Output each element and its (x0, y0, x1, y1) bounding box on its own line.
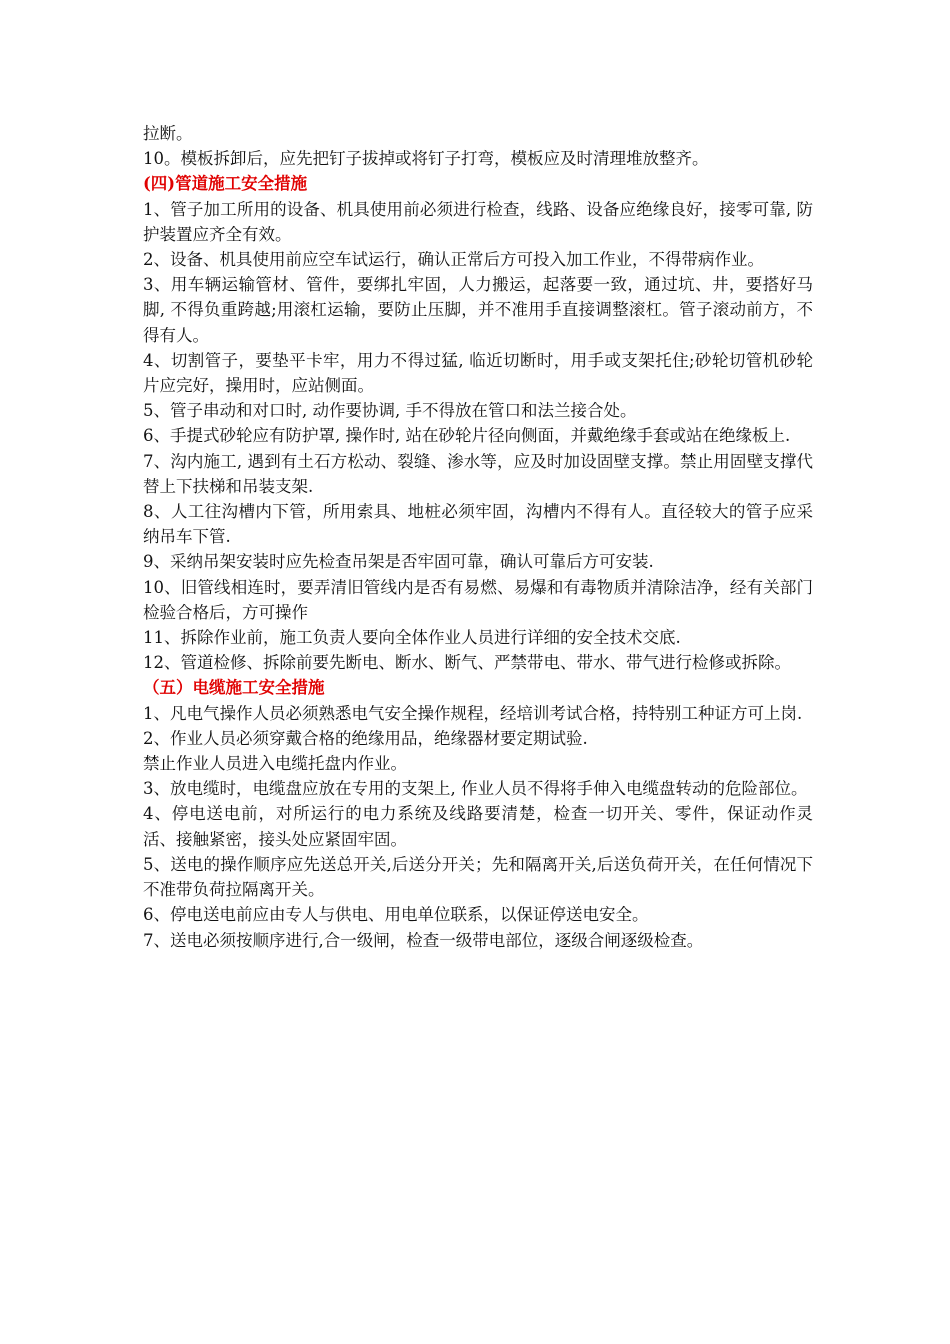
text-line: 10。模板拆卸后，应先把钉子拔掉或将钉子打弯，模板应及时清理堆放整齐。 (143, 149, 709, 169)
paragraph: 7、沟内施工, 遇到有土石方松动、裂缝、渗水等，应及时加设固壁支撑。禁止用固壁支撑代替上下扶梯和吊装支架. (143, 451, 813, 496)
paragraph: 5、管子串动和对口时, 动作要协调, 手不得放在管口和法兰接合处。 (143, 401, 637, 421)
section-heading-pipeline: (四)管道施工安全措施 (143, 174, 308, 194)
paragraph: 4、停电送电前，对所运行的电力系统及线路要清楚，检查一切开关、零件，保证动作灵活、接触紧密，接头处应紧固牢固。 (143, 804, 813, 849)
paragraph: 11、拆除作业前，施工负责人要向全体作业人员进行详细的安全技术交底. (143, 628, 681, 648)
paragraph: 8、人工往沟槽内下管，所用索具、地桩必须牢固，沟槽内不得有人。直径较大的管子应采纳吊车下管. (143, 502, 813, 547)
section-heading-cable: （五）电缆施工安全措施 (143, 678, 325, 698)
paragraph: 1、管子加工所用的设备、机具使用前必须进行检查，线路、设备应绝缘良好，接零可靠, 防护装置应齐全有效。 (143, 199, 813, 244)
text-line: 拉断。 (143, 124, 193, 143)
paragraph: 2、设备、机具使用前应空车试运行，确认正常后方可投入加工作业，不得带病作业。 (143, 250, 764, 270)
paragraph: 9、采纳吊架安装时应先检查吊架是否牢固可靠，确认可靠后方可安装. (143, 552, 654, 572)
paragraph: 3、放电缆时，电缆盘应放在专用的支架上, 作业人员不得将手伸入电缆盘转动的危险部位。 (143, 779, 808, 799)
paragraph: 禁止作业人员进入电缆托盘内作业。 (143, 754, 407, 774)
paragraph: 2、作业人员必须穿戴合格的绝缘用品，绝缘器材要定期试验. (143, 728, 588, 748)
paragraph: 7、送电必须按顺序进行,合一级闸，检查一级带电部位，逐级合闸逐级检查。 (143, 930, 704, 950)
paragraph: 5、送电的操作顺序应先送总开关,后送分开关；先和隔离开关,后送负荷开关，在任何情况下不准带负荷拉隔离开关。 (143, 854, 813, 900)
paragraph: 6、手提式砂轮应有防护罩, 操作时, 站在砂轮片径向侧面，并戴绝缘手套或站在绝缘板上. (143, 426, 791, 446)
paragraph: 10、旧管线相连时，要弄清旧管线内是否有易燃、易爆和有毒物质并清除洁净，经有关部门检验合格后，方可操作 (143, 577, 813, 622)
paragraph: 12、管道检修、拆除前要先断电、断水、断气、严禁带电、带水、带气进行检修或拆除。 (143, 653, 791, 673)
paragraph: 3、用车辆运输管材、管件，要绑扎牢固，人力搬运，起落要一致，通过坑、井，要搭好马脚, 不得负重跨越;用滚杠运输，要防止压脚，并不准用手直接调整滚杠。管子滚动前方，不得有人。 (143, 275, 813, 345)
document-body (143, 121, 813, 953)
paragraph: 1、凡电气操作人员必须熟悉电气安全操作规程，经培训考试合格，持特别工种证方可上岗. (143, 703, 803, 723)
paragraph: 6、停电送电前应由专人与供电、用电单位联系，以保证停送电安全。 (143, 905, 649, 925)
paragraph: 4、切割管子，要垫平卡牢，用力不得过猛, 临近切断时，用手或支架托住;砂轮切管机砂轮片应完好，操用时，应站侧面。 (143, 350, 813, 396)
